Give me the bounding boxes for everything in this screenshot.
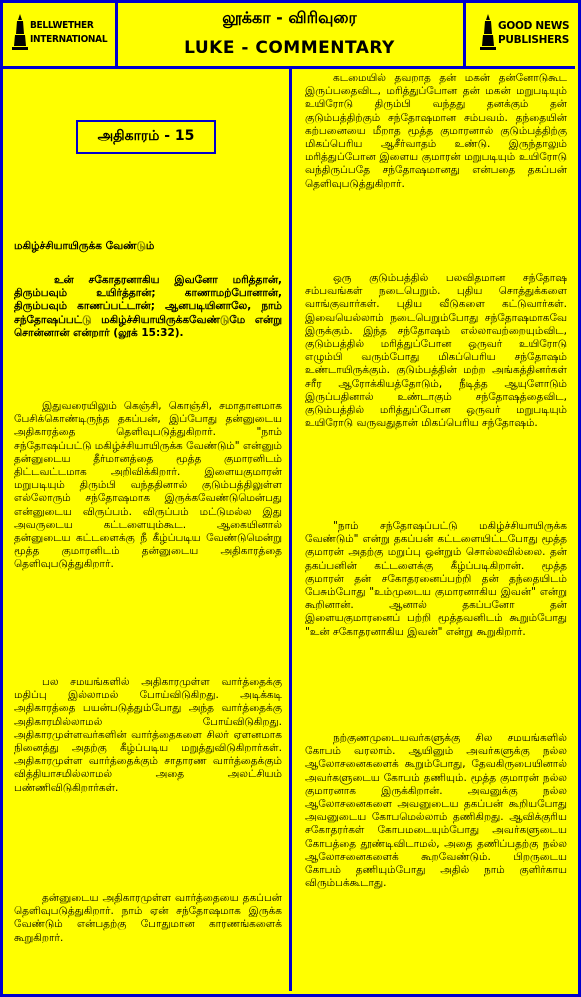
good-news-icon xyxy=(478,12,498,52)
right-paragraph-1 xyxy=(305,72,567,191)
publisher-logo-left xyxy=(0,0,118,66)
right-paragraph-4 xyxy=(305,732,567,890)
column-divider xyxy=(289,69,292,991)
right-paragraph-1-text: கடமையில் தவறாத தன் மகன் தன்னோடுகூட இருப்பதைவிட, மரித்துப்போன தன் மகன் மறுபடியும் உயிரோடு திரும்பி வந்தது தனக்கும் தன் குடும்பத்திற்கும் சந்தோஷமான சம்பவம். தந்தையின் கற்பனையை மீறாத மூத்த குமாரனால் குடும்பத்திற்கு மிகப்பெரிய ஆசீர்வாதம் உண்டு. இருந்தாலும் மரித்துப்போன இளைய குமாரன் மறுபடியும் உயிரோடு வந்திருப்பதே சந்தோஷமானது என்பதை தகப்பன் தெளிவுபடுத்துகிறார். xyxy=(305,72,567,190)
publisher-logo-right xyxy=(463,0,578,66)
verse-text: உன் சகோதரனாகிய இவனோ மரித்தான், திரும்பவும் உயிர்த்தான்; காணாமற்போனான், திரும்பவும் காணப்பட்டான்; ஆனபடியினாலே, நாம் சந்தோஷப்பட்டு மகிழ்ச்சியாயிருக்கவேண்டுமே என்று சொன்னான் என்றார் (லூக் 15:32). xyxy=(14,274,282,339)
verse-quote xyxy=(14,274,282,340)
left-paragraph-3 xyxy=(14,892,282,945)
left-paragraph-2 xyxy=(14,676,282,795)
right-paragraph-4-text: நற்குணமுடையவர்களுக்கு சில சமயங்களில் கோபம் வரலாம். ஆயினும் அவர்களுக்கு நல்ல ஆலோசனைகளைக் கூறும்போது, தேவகிருபையினால் அவர்களுடைய கோபம் தணியும். மூத்த குமாரன் நல்ல குமாரனாக இருக்கிறான். அவனுக்கு நல்ல ஆலோசனைகளை அவனுடைய தகப்பன் கூறியபோது அவனுடைய கோபமெல்லாம் தணிகிறது. ஆவிக்குரிய சகோதரர்கள் கோபமடையும்போது அவர்களுடைய கோபத்தை தூண்டிவிடாமல், அதை தணிப்பதற்கு நல்ல ஆலோசனைகளைக் கூறவேண்டும். பிறருடைய கோபம் தணியும்போது அதில் நாம் குளிர்காய விரும்பக்கூடாது. xyxy=(305,732,567,890)
right-paragraph-3-text: "நாம் சந்தோஷப்பட்டு மகிழ்ச்சியாயிருக்க வேண்டும்" என்று தகப்பன் கட்டளையிட்டபோது மூத்த குமாரன் அதற்கு மறுப்பு ஒன்றும் சொல்லவில்லை. தன் தகப்பனின் கட்டளைக்கு கீழ்ப்படிகிறான். மூத்த குமாரன் தன் சகோதரனைப்பற்றி தன் தந்தையிடம் பேசும்போது "உம்முடைய குமாரனாகிய இவன்" என்று கூறினான். ஆனால் தகப்பனோ தன் இளையகுமாரனைப் பற்றி மூத்தவனிடம் கூறும்போது "உன் சகோதரனாகிய இவன்" என்று கூறுகிறார். xyxy=(305,520,567,638)
page-header xyxy=(0,0,575,69)
left-paragraph-2-text: பல சமயங்களில் அதிகாரமுள்ள வார்த்தைக்கு மதிப்பு இல்லாமல் போய்விடுகிறது. அடிக்கடி அதிகாரத்தை பயன்படுத்தும்போது அந்த வார்த்தைக்கு அதிகாரமில்லாமல் போய்விடுகிறது. அதிகாரமுள்ளவர்களின் வார்த்தைகளை சிலர் ஏளனமாக நினைத்து அதற்கு கீழ்ப்படிய மறுத்துவிடுகிறார்கள். அதிகாரமுள்ள வார்த்தைக்கும் சாதாரண வார்த்தைக்கும் வித்தியாசமில்லாமல் அதை அலட்சியம் பண்ணிவிடுகிறார்கள். xyxy=(14,676,282,794)
chapter-label: அதிகாரம் - 15 xyxy=(76,120,216,154)
logo-right-line2: PUBLISHERS xyxy=(498,34,569,46)
left-paragraph-1-text: இதுவரையிலும் கெஞ்சி, கொஞ்சி, சமாதானமாக பேசிக்கொண்டிருந்த தகப்பன், இப்போது தன்னுடைய அதிகாரத்தை தெளிவுபடுத்துகிறார். "நாம் சந்தோஷப்பட்டு மகிழ்ச்சியாயிருக்க வேண்டும்" என்னும் தன்னுடைய தீர்மானத்தை மூத்த குமாரனிடம் திட்டவட்டமாக அறிவிக்கிறார். இளையகுமாரன் மறுபடியும் திரும்பி வந்ததினால் குடும்பத்திலுள்ள எல்லோரும் சந்தோஷமாக இருக்கவேண்டுமென்பது என்னுடைய விருப்பம். விருப்பம் மட்டுமல்ல இது அவருடைய கட்டளையும்கூட. ஆகையினால் தன்னுடைய கட்டளைக்கு நீ கீழ்ப்படிய வேண்டுமென்று மூத்த குமாரனிடம் தன்னுடைய அதிகாரத்தை தெளிவுபடுத்துகிறார். xyxy=(14,400,282,571)
left-paragraph-3-text: தன்னுடைய அதிகாரமுள்ள வார்த்தையை தகப்பன் தெளிவுபடுத்துகிறார். நாம் ஏன் சந்தோஷமாக இருக்க வேண்டும் என்பதற்கு போதுமான காரணங்களைக் கூறுகிறார். xyxy=(14,892,282,944)
logo-left-line1: BELLWETHER xyxy=(30,20,94,31)
logo-right-line1: GOOD NEWS xyxy=(498,20,570,32)
logo-left-line2: INTERNATIONAL xyxy=(30,34,108,45)
right-paragraph-2-text: ஒரு குடும்பத்தில் பலவிதமான சந்தோஷ சம்பவங்கள் நடைபெறும். புதிய சொத்துக்களை வாங்குவார்கள். புதிய வீடுகளை கட்டுவார்கள். இவையெல்லாம் நடைபெறும்போது சந்தோஷமாகவே இருக்கும். இந்த சந்தோஷம் எல்லாவற்றையும்விட, குடும்பத்தில் மரித்துப்போன ஒருவர் உயிரோடு எழும்பி வரும்போது மிகப்பெரிய சந்தோஷம் உண்டாயிருக்கும். குடும்பத்தின் மற்ற அங்கத்தினர்கள் சரீர ஆரோக்கியத்தோடும், நீடித்த ஆயுளோடும் இருப்பதினால் உண்டாகும் சந்தோஷத்தைவிட, குடும்பத்தில் மரித்துப்போன ஒருவர் மறுபடியும் உயிரோடு வருவதுதான் மிகப்பெரிய சந்தோஷம். xyxy=(305,272,567,430)
section-heading: மகிழ்ச்சியாயிருக்க வேண்டும் xyxy=(14,240,155,252)
bellwether-icon xyxy=(10,12,30,52)
right-paragraph-2 xyxy=(305,272,567,430)
left-paragraph-1 xyxy=(14,400,282,572)
title-tamil: லூக்கா - விரிவுரை xyxy=(222,8,357,27)
title-english: LUKE - COMMENTARY xyxy=(184,38,395,58)
header-title-block xyxy=(118,0,461,66)
right-paragraph-3 xyxy=(305,520,567,639)
